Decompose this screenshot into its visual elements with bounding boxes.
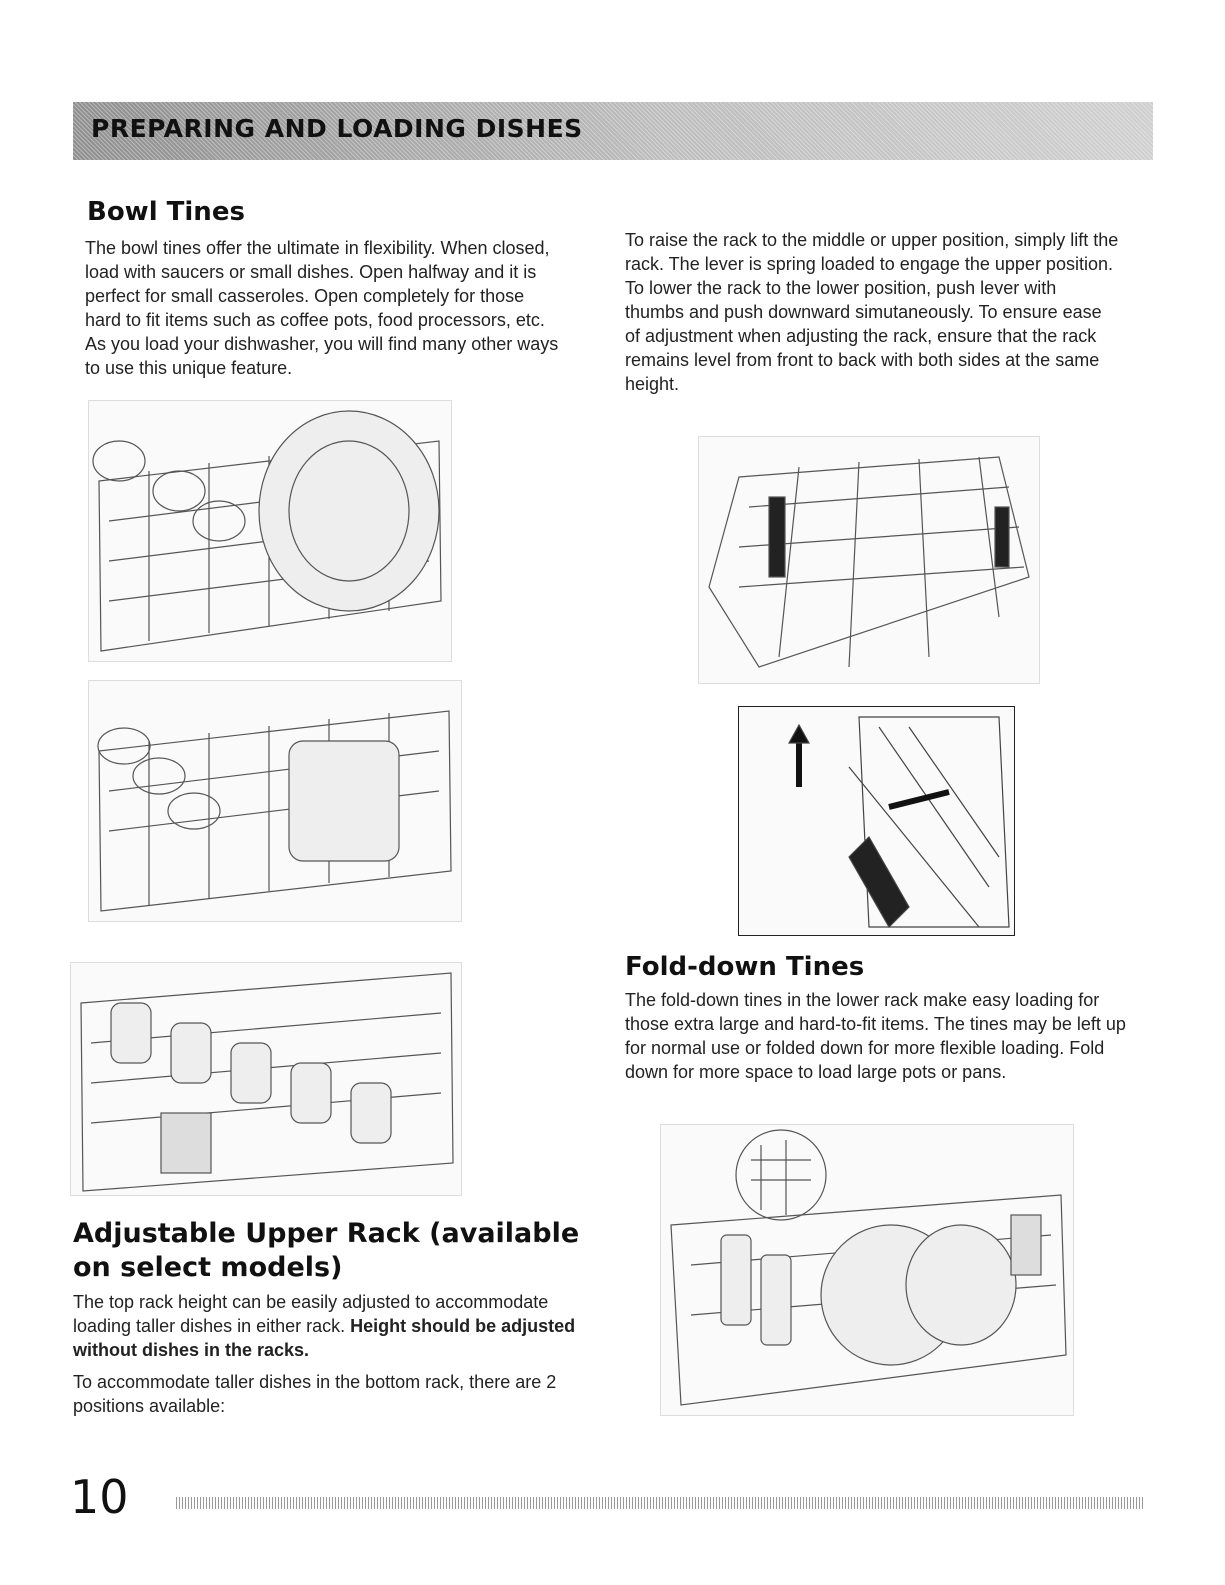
bowl-tines-halfway-illustration — [88, 680, 462, 922]
upper-rack-lift-illustration — [698, 436, 1040, 684]
adjustable-rack-warning: Height should be adjusted without dishes in the racks. — [73, 1316, 576, 1360]
adjustable-rack-heading: Adjustable Upper Rack (available on select models) — [73, 1218, 580, 1283]
fold-down-tines-illustration — [660, 1124, 1074, 1416]
bowl-tines-closed-illustration — [88, 400, 452, 662]
fold-down-tines-text: The fold-down tines in the lower rack make easy loading for those extra large and hard-to-fit items. The tines may be left up for normal use or folded down for more flexible loading. Fold down for more space to load large pots or pans. — [625, 990, 1126, 1082]
bowl-tines-open-illustration — [70, 962, 462, 1196]
adjustable-rack-text-plain: The top rack height can be easily adjusted to accommodate loading taller dishes in either rack. — [73, 1292, 549, 1336]
footer-divider — [176, 1497, 1144, 1509]
fold-down-tines-heading: Fold-down Tines — [625, 952, 865, 982]
bowl-tines-text: The bowl tines offer the ultimate in flexibility. When closed, load with saucers or small dishes. Open halfway and it is perfect for small casseroles. Open completely for those hard to fit items such as coffee pots, food processors, etc. As you load your dishwasher, you will find many other ways to use this unique feature. — [85, 238, 559, 378]
adjustable-rack-positions-text: To accommodate taller dishes in the bottom rack, there are 2 positions available: — [73, 1372, 557, 1416]
rack-lever-closeup-illustration — [738, 706, 1015, 936]
raise-rack-text: To raise the rack to the middle or upper position, simply lift the rack. The lever is spring loaded to engage the upper position. To lower the rack to the lower position, push lever with thumbs and push downward simutaneously. To ensure ease of adjustment when adjusting the rack, ensure that the rack remains level from front to back with both sides at the same height. — [625, 230, 1119, 394]
section-banner — [73, 102, 1153, 160]
bowl-tines-heading: Bowl Tines — [87, 197, 245, 227]
adjustable-rack-text — [73, 1290, 593, 1362]
page-title: PREPARING AND LOADING DISHES — [91, 114, 583, 143]
page-number: 10 — [70, 1470, 129, 1524]
